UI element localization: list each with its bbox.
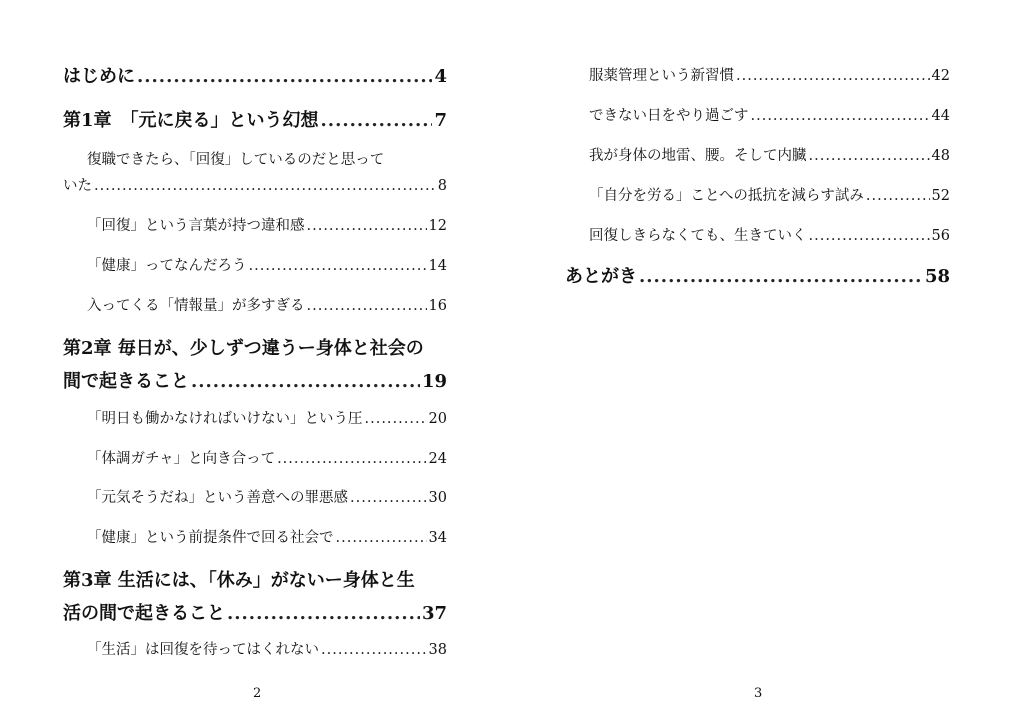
leader-dots [751, 108, 930, 124]
entry-page-number: 42 [931, 68, 950, 84]
entry-title: できない日をやり過ごす [589, 108, 749, 124]
toc-entry-chapter[interactable] [63, 106, 447, 132]
entry-page-number: 52 [931, 188, 950, 204]
toc-entry-section[interactable] [63, 294, 447, 315]
leader-dots [249, 258, 427, 274]
entry-title: 「健康」ってなんだろう [87, 258, 247, 274]
toc-entry-section[interactable] [63, 526, 447, 547]
toc-entry-section[interactable] [565, 184, 950, 205]
leader-dots [227, 603, 420, 624]
entry-page-number: 4 [434, 66, 447, 87]
entry-title-line1: 復職できたら、「回復」しているのだと思って [87, 152, 385, 168]
toc-left-page [63, 0, 447, 724]
leader-dots [307, 298, 427, 314]
leader-dots [137, 66, 432, 87]
entry-page-number: 58 [924, 266, 950, 287]
entry-title: 入ってくる「情報量」が多すぎる [87, 298, 305, 314]
toc-entry-section[interactable] [63, 447, 447, 468]
entry-title: 「体調ガチャ」と向き合って [87, 451, 276, 467]
leader-dots [94, 178, 436, 194]
entry-title: 「回復」という言葉が持つ違和感 [87, 218, 305, 234]
entry-page-number: 14 [428, 258, 447, 274]
leader-dots [321, 110, 433, 131]
toc-entry-chapter[interactable] [63, 62, 447, 88]
entry-title: あとがき [565, 266, 637, 287]
toc-right-page [565, 0, 950, 724]
entry-page-number: 20 [428, 411, 447, 427]
leader-dots [639, 266, 923, 287]
entry-page-number: 7 [434, 110, 447, 131]
entry-page-number: 8 [437, 178, 447, 194]
toc-entry-section[interactable] [565, 144, 950, 165]
entry-page-number: 56 [931, 228, 950, 244]
leader-dots [866, 188, 930, 204]
entry-title: 「自分を労る」ことへの抵抗を減らす試み [589, 188, 864, 204]
leader-dots [307, 218, 427, 234]
toc-entry-section[interactable] [63, 486, 447, 507]
page-number-left: 2 [253, 686, 262, 701]
entry-page-number: 30 [428, 490, 447, 506]
leader-dots [336, 530, 427, 546]
toc-entry-section[interactable] [565, 104, 950, 125]
entry-page-number: 34 [428, 530, 447, 546]
leader-dots [191, 371, 420, 392]
leader-dots [809, 148, 930, 164]
entry-title-line1: 第3章 生活には、「休み」がないー身体と生 [63, 570, 415, 591]
entry-page-number: 38 [428, 642, 447, 658]
leader-dots [365, 411, 427, 427]
entry-page-number: 19 [421, 371, 447, 392]
entry-title: はじめに [63, 66, 135, 87]
entry-title: 活の間で起きること [63, 603, 225, 624]
entry-title: 服薬管理という新習慣 [589, 68, 734, 84]
toc-entry-section[interactable] [565, 224, 950, 245]
toc-entry-section[interactable] [63, 214, 447, 235]
toc-entry-section[interactable] [63, 148, 447, 195]
leader-dots [277, 451, 426, 467]
entry-title: 我が身体の地雷、腰。そして内臓 [589, 148, 807, 164]
leader-dots [736, 68, 930, 84]
entry-page-number: 12 [428, 218, 447, 234]
entry-title: いた [63, 178, 92, 194]
entry-page-number: 44 [931, 108, 950, 124]
toc-entry-chapter[interactable] [63, 566, 447, 625]
toc-entry-section[interactable] [63, 638, 447, 659]
entry-page-number: 48 [931, 148, 950, 164]
leader-dots [809, 228, 930, 244]
toc-entry-chapter[interactable] [565, 262, 950, 288]
entry-title: 回復しきらなくても、生きていく [589, 228, 807, 244]
leader-dots [350, 490, 427, 506]
toc-entry-section[interactable] [565, 64, 950, 85]
entry-page-number: 16 [428, 298, 447, 314]
page-number-right: 3 [754, 686, 763, 701]
toc-entry-section[interactable] [63, 407, 447, 428]
toc-entry-chapter[interactable] [63, 334, 447, 393]
entry-title: 第1章 「元に戻る」という幻想 [63, 110, 319, 131]
entry-title-line1: 第2章 毎日が、少しずつ違うー身体と社会の [63, 338, 424, 359]
entry-page-number: 37 [421, 603, 447, 624]
leader-dots [321, 642, 427, 658]
entry-title: 「明日も働かなければいけない」という圧 [87, 411, 363, 427]
entry-page-number: 24 [428, 451, 447, 467]
entry-title: 間で起きること [63, 371, 189, 392]
entry-title: 「健康」という前提条件で回る社会で [87, 530, 334, 546]
entry-title: 「元気そうだね」という善意への罪悪感 [87, 490, 348, 506]
toc-entry-section[interactable] [63, 254, 447, 275]
entry-title: 「生活」は回復を待ってはくれない [87, 642, 319, 658]
